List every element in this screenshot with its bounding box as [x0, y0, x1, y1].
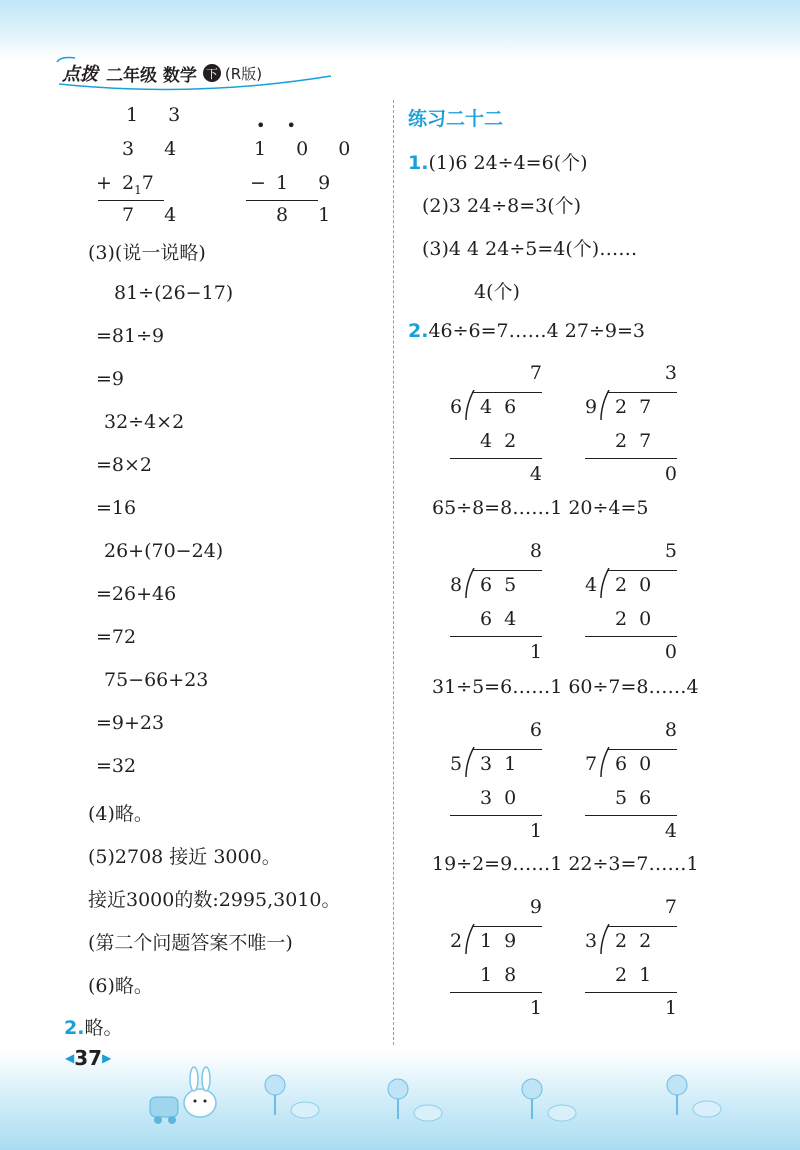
left-line: =9+23 [96, 712, 165, 734]
division-bar [607, 749, 677, 750]
volume-badge: 下 [203, 64, 221, 82]
footer-decoration [140, 1065, 740, 1125]
vert-sub-b: 1 9 [276, 172, 343, 194]
long-division [450, 362, 550, 485]
product: 42 [480, 430, 529, 452]
vert-add-line [98, 200, 164, 201]
left-line: 32÷4×2 [104, 411, 185, 433]
division-equations: 31÷5=6……1 60÷7=8……4 [432, 676, 699, 698]
division-bar [472, 570, 542, 571]
subtract-bar [450, 636, 542, 637]
vert-sub-minus: − [250, 172, 266, 194]
division-equations: 65÷8=8……1 20÷4=5 [432, 497, 649, 519]
division-bracket [464, 924, 476, 954]
division-bar [472, 392, 542, 393]
quotient: 7 [664, 896, 677, 918]
divisor: 3 [585, 930, 598, 952]
left-line: (3)(说一说略) [88, 242, 206, 264]
left-line: 接近3000的数:2995,3010。 [88, 889, 341, 911]
right-q1-line: (3)4 4 24÷5=4(个)…… [422, 238, 638, 260]
remainder: 0 [664, 641, 677, 663]
remainder: 1 [529, 641, 542, 663]
left-line: (4)略。 [88, 803, 153, 825]
top-decoration-band [0, 0, 800, 60]
long-division [585, 540, 685, 663]
divisor: 8 [450, 574, 463, 596]
dividend: 31 [480, 753, 529, 775]
division-bracket [599, 924, 611, 954]
divisor: 2 [450, 930, 463, 952]
left-line: =32 [96, 755, 137, 777]
product: 56 [615, 787, 664, 809]
vert-sub-a: 1 0 0 [254, 138, 363, 160]
subtract-bar [450, 815, 542, 816]
quotient: 8 [529, 540, 542, 562]
divisor: 5 [450, 753, 463, 775]
question-number: 2. [64, 1017, 85, 1039]
division-bar [472, 749, 542, 750]
right-q1-line: (2)3 24÷8=3(个) [422, 195, 582, 217]
right-q2: 2.46÷6=7……4 27÷9=3 [408, 320, 645, 342]
vert-sub-borrow-dots: • • [256, 116, 304, 135]
vert-sub-line [246, 200, 318, 201]
division-bracket [599, 747, 611, 777]
section-title: 练习二十二 [408, 108, 504, 130]
vert-add-b: $2_17$ [122, 172, 154, 197]
dividend: 20 [615, 574, 664, 596]
subtract-bar [585, 458, 677, 459]
right-q1: 1.(1)6 24÷4=6(个) [408, 152, 588, 174]
quotient: 6 [529, 719, 542, 741]
long-division [450, 896, 550, 1019]
division-bracket [599, 568, 611, 598]
product: 18 [480, 964, 529, 986]
left-line: (5)2708 接近 3000。 [88, 846, 281, 868]
division-bar [472, 926, 542, 927]
long-division [585, 719, 685, 842]
tree-icon [265, 1075, 319, 1118]
remainder: 4 [664, 820, 677, 842]
long-division [585, 362, 685, 485]
product: 27 [615, 430, 664, 452]
tree-icon [388, 1079, 442, 1121]
brand-logo: 点拨 [62, 64, 98, 85]
divisor: 9 [585, 396, 598, 418]
left-line: =16 [96, 497, 137, 519]
rabbit-mascot-icon [150, 1067, 216, 1124]
remainder: 0 [664, 463, 677, 485]
left-line: (第二个问题答案不唯一) [88, 932, 293, 954]
long-division [585, 896, 685, 1019]
page-number: ◀ 37 ▶ [65, 1046, 112, 1070]
product: 30 [480, 787, 529, 809]
dividend: 22 [615, 930, 664, 952]
long-division [450, 719, 550, 842]
subtract-bar [450, 458, 542, 459]
long-division [450, 540, 550, 663]
left-line: =9 [96, 368, 125, 390]
subtract-bar [585, 636, 677, 637]
dividend: 27 [615, 396, 664, 418]
tree-icon [522, 1079, 576, 1121]
quotient: 5 [664, 540, 677, 562]
vert-add-sum: 7 4 [122, 204, 189, 226]
product: 21 [615, 964, 664, 986]
remainder: 1 [529, 820, 542, 842]
question-number: 2. [408, 320, 429, 342]
subtract-bar [585, 815, 677, 816]
book-title: 二年级 数学 [106, 65, 197, 86]
quotient: 7 [529, 362, 542, 384]
division-bar [607, 926, 677, 927]
vert-add-plus: + [96, 172, 112, 194]
division-bar [607, 570, 677, 571]
left-q2: 2.略。 [64, 1017, 123, 1039]
division-equations: 19÷2=9……1 22÷3=7……1 [432, 853, 699, 875]
divisor: 4 [585, 574, 598, 596]
remainder: 1 [664, 997, 677, 1019]
quotient: 8 [664, 719, 677, 741]
product: 64 [480, 608, 529, 630]
divisor: 6 [450, 396, 463, 418]
subtract-bar [450, 992, 542, 993]
left-line: 26+(70−24) [104, 540, 224, 562]
vert-add-a: 3 4 [122, 138, 189, 160]
vert-sub-diff: 8 1 [276, 204, 343, 226]
divisor: 7 [585, 753, 598, 775]
page-header [62, 58, 262, 88]
column-divider [393, 100, 394, 1045]
left-line: =81÷9 [96, 325, 165, 347]
left-line: =26+46 [96, 583, 177, 605]
subtract-bar [585, 992, 677, 993]
left-line: 75−66+23 [104, 669, 209, 691]
quotient: 3 [664, 362, 677, 384]
right-q1-line: 4(个) [474, 281, 520, 303]
remainder: 1 [529, 997, 542, 1019]
edition-label: (R版) [224, 64, 263, 83]
division-bracket [464, 390, 476, 420]
vert-add-carry: 1 3 [126, 104, 193, 126]
question-number: 1. [408, 152, 429, 174]
division-bracket [599, 390, 611, 420]
left-triangle-icon: ◀ [65, 1051, 75, 1065]
dividend: 46 [480, 396, 529, 418]
left-line: (6)略。 [88, 975, 153, 997]
division-bar [607, 392, 677, 393]
left-line: =8×2 [96, 454, 153, 476]
left-line: 81÷(26−17) [114, 282, 234, 304]
dividend: 65 [480, 574, 529, 596]
remainder: 4 [529, 463, 542, 485]
product: 20 [615, 608, 664, 630]
division-bracket [464, 747, 476, 777]
tree-icon [667, 1075, 721, 1117]
division-bracket [464, 568, 476, 598]
right-triangle-icon: ▶ [102, 1051, 112, 1065]
quotient: 9 [529, 896, 542, 918]
left-line: =72 [96, 626, 137, 648]
dividend: 60 [615, 753, 664, 775]
dividend: 19 [480, 930, 529, 952]
